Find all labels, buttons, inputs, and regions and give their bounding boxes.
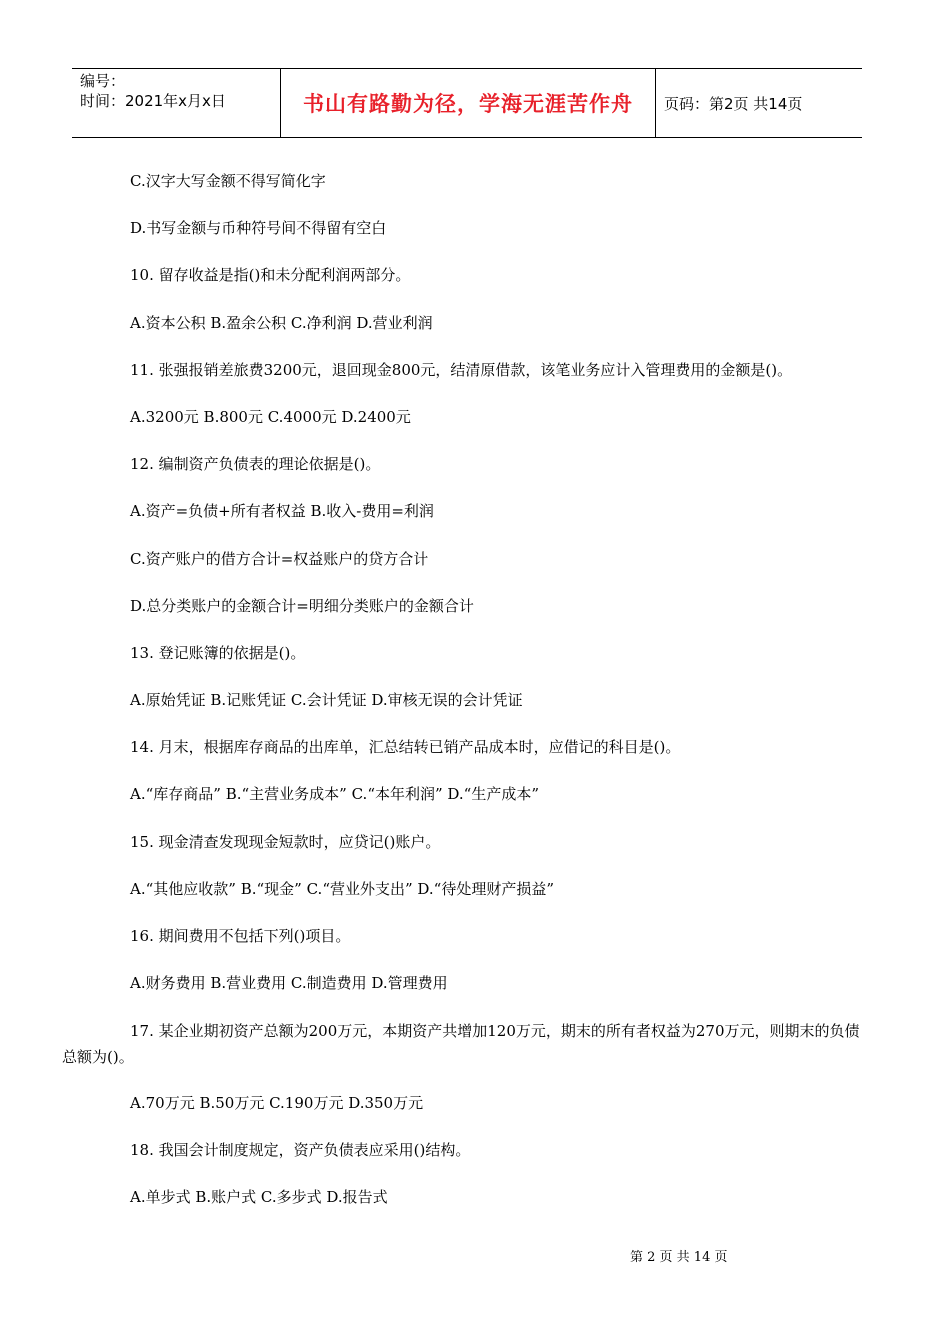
text-line: C.汉字大写金额不得写简化字 (130, 172, 326, 190)
options-12-ab: A.资产=负债+所有者权益 B.收入-费用=利润 (130, 502, 434, 521)
number-label: 编号： (80, 72, 126, 90)
options-17: A.70万元 B.50万元 C.190万元 D.350万元 (130, 1094, 424, 1112)
question-18: 18. 我国会计制度规定，资产负债表应采用()结构。 (130, 1141, 471, 1160)
question-17: 17. 某企业期初资产总额为200万元，本期资产共增加120万元，期末的所有者权益为270万元，则期末的负债总额为()。 (62, 1022, 860, 1066)
header-meta (72, 69, 281, 137)
options-15: A.“其他应收款” B.“现金” C.“营业外支出” D.“待处理财产损益” (130, 879, 555, 898)
options-10: A.资本公积 B.盈余公积 C.净利润 D.营业利润 (130, 313, 433, 332)
options-13: A.原始凭证 B.记账凭证 C.会计凭证 D.审核无误的会计凭证 (130, 691, 523, 710)
text-line: D.书写金额与币种符号间不得留有空白 (130, 219, 387, 238)
question-10: 10. 留存收益是指()和未分配利润两部分。 (130, 266, 411, 285)
question-14: 14. 月末，根据库存商品的出库单，汇总结转已销产品成本时，应借记的科目是()。 (130, 738, 681, 757)
options-16: A.财务费用 B.营业费用 C.制造费用 D.管理费用 (130, 974, 448, 993)
options-18: A.单步式 B.账户式 C.多步式 D.报告式 (130, 1188, 388, 1207)
options-14: A.“库存商品” B.“主营业务成本” C.“本年利润” D.“生产成本” (130, 785, 540, 804)
page-footer: 第 2 页 共 14 页 (630, 1250, 728, 1265)
page-header (72, 68, 862, 138)
question-list-continued (130, 1088, 470, 1230)
options-11: A.3200元 B.800元 C.4000元 D.2400元 (130, 407, 411, 426)
question-list (130, 166, 870, 1015)
page-label: 页码：第2页 共14页 (664, 94, 803, 113)
question-16: 16. 期间费用不包括下列()项目。 (130, 927, 351, 945)
options-12-c: C.资产账户的借方合计=权益账户的贷方合计 (130, 549, 429, 568)
header-motto: 书山有路勤为径，学海无涯苦作舟 (303, 92, 633, 116)
time-label: 时间：2021年x月x日 (80, 92, 226, 110)
question-15: 15. 现金清查发现现金短款时，应贷记()账户。 (130, 832, 441, 851)
question-13: 13. 登记账簿的依据是()。 (130, 643, 306, 662)
question-11: 11. 张强报销差旅费3200元，退回现金800元，结清原借款，该笔业务应计入管理费用的金额是()。 (130, 360, 793, 379)
question-12: 12. 编制资产负债表的理论依据是()。 (130, 455, 381, 474)
header-motto-cell (281, 69, 656, 137)
options-12-d: D.总分类账户的金额合计=明细分类账户的金额合计 (130, 596, 474, 615)
header-page-cell (656, 69, 862, 137)
